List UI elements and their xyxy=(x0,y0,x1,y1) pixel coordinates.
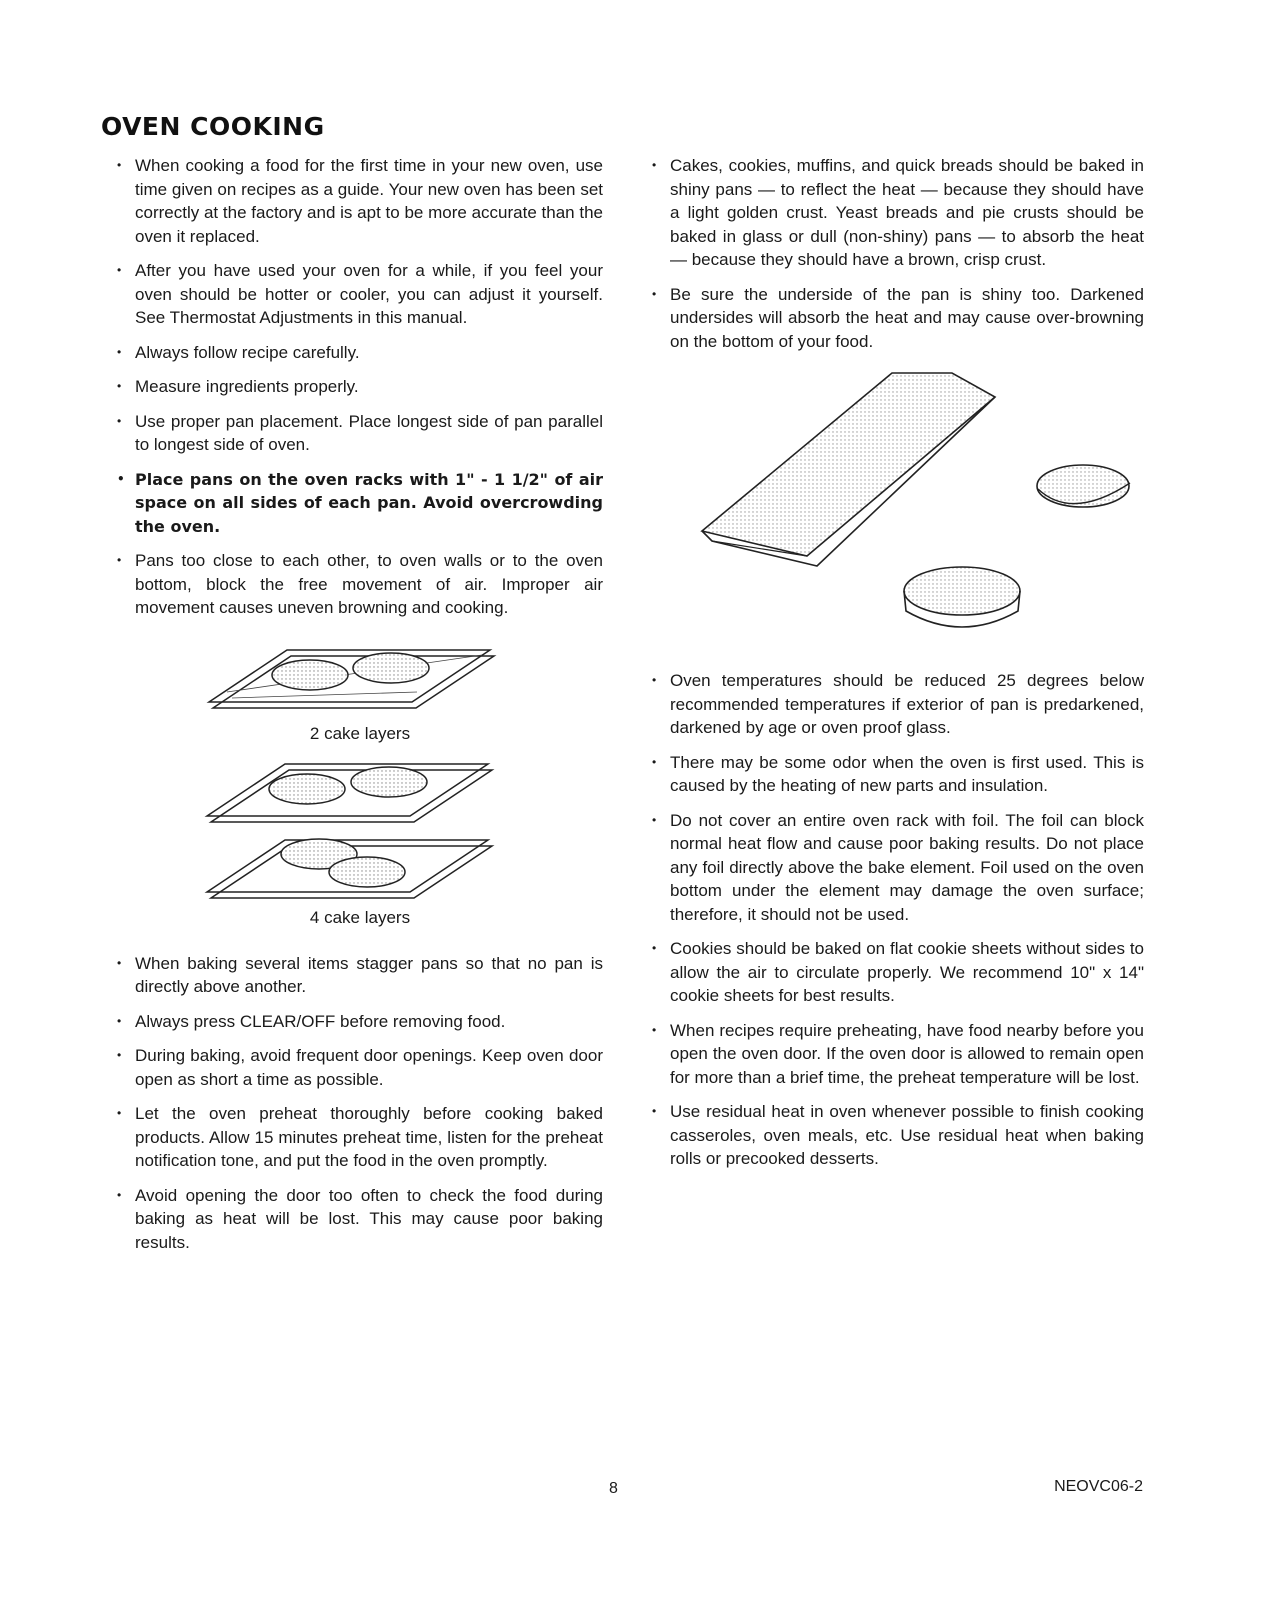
bullet-item: • When recipes require preheating, have food nearby before you open the oven door. If the oven door is allowed to remain open for more than a brief time, the preheat temperature will be lost. xyxy=(652,1019,1144,1090)
bullet-item: • Use proper pan placement. Place longest side of pan parallel to longest side of oven. xyxy=(117,410,603,457)
left-bullet-list-top xyxy=(117,154,603,620)
bullet-item: • Place pans on the oven racks with 1" - 1 1/2" of air space on all sides of each pan. Avoid overcrowding the oven. xyxy=(117,468,603,539)
bullet-item: • During baking, avoid frequent door openings. Keep oven door open as short a time as possible. xyxy=(117,1044,603,1091)
two-cake-layers-illustration xyxy=(117,642,603,724)
left-column xyxy=(117,154,603,1265)
left-bullet-list-bottom xyxy=(117,952,603,1255)
bullet-item: • Pans too close to each other, to oven walls or to the oven bottom, block the free movement of air. Improper air movement causes uneven browning and cooking. xyxy=(117,549,603,620)
bullet-item: • There may be some odor when the oven is first used. This is caused by the heating of new parts and insulation. xyxy=(652,751,1144,798)
right-bullet-list-bottom xyxy=(652,669,1144,1171)
document-code: NEOVC06-2 xyxy=(1054,1478,1143,1495)
pie-pan xyxy=(1037,465,1129,507)
bullet-item: • When cooking a food for the first time in your new oven, use time given on recipes as a guide. Your new oven has been set correctly at the factory and is apt to be more accurate than the oven it replaced. xyxy=(117,154,603,248)
cake-pan xyxy=(353,653,429,683)
four-cake-layers-illustration xyxy=(117,758,603,908)
page-number: 8 xyxy=(609,1480,618,1497)
bullet-item: • Let the oven preheat thoroughly before cooking baked products. Allow 15 minutes preheat time, listen for the preheat notification tone, and put the food in the oven promptly. xyxy=(117,1102,603,1173)
cake-pan xyxy=(329,857,405,887)
cake-pan xyxy=(272,660,348,690)
bullet-item: • Be sure the underside of the pan is shiny too. Darkened undersides will absorb the heat and may cause over-browning on the bottom of your food. xyxy=(652,283,1144,354)
bullet-item: • Oven temperatures should be reduced 25 degrees below recommended temperatures if exterior of pan is predarkened, darkened by age or oven proof glass. xyxy=(652,669,1144,740)
two-cake-layers-figure xyxy=(117,642,603,744)
cookie-sheet xyxy=(702,373,995,556)
pans-figure xyxy=(652,371,1144,639)
bullet-item: • Use residual heat in oven whenever possible to finish cooking casseroles, oven meals, etc. Use residual heat when baking rolls or precooked desserts. xyxy=(652,1100,1144,1171)
cake-pan xyxy=(269,774,345,804)
bullet-item: • Always press CLEAR/OFF before removing food. xyxy=(117,1010,603,1034)
bullet-item: • Cookies should be baked on flat cookie sheets without sides to allow the air to circulate properly. We recommend 10" x 14" cookie sheets for best results. xyxy=(652,937,1144,1008)
round-cake-pan xyxy=(904,567,1020,615)
bullet-item: • Cakes, cookies, muffins, and quick breads should be baked in shiny pans — to reflect the heat — because they should have a light golden crust. Yeast breads and pie crusts should be baked in glass or dull (non-shiny) pans — to absorb the heat — because they should have a brown, crisp crust. xyxy=(652,154,1144,272)
bullet-item: • Measure ingredients properly. xyxy=(117,375,603,399)
bullet-item: • Avoid opening the door too often to check the food during baking as heat will be lost. This may cause poor baking results. xyxy=(117,1184,603,1255)
four-cake-layers-figure xyxy=(117,758,603,928)
cake-pan xyxy=(351,767,427,797)
page-title: OVEN COOKING xyxy=(101,112,325,141)
right-bullet-list-top xyxy=(652,154,1144,353)
bullet-item: • Do not cover an entire oven rack with foil. The foil can block normal heat flow and cause poor baking results. Do not place any foil directly above the bake element. Foil used on the oven bottom under the element may damage the oven surface; therefore, it should not be used. xyxy=(652,809,1144,927)
right-column xyxy=(652,154,1144,1182)
two-cake-layers-caption: 2 cake layers xyxy=(309,723,411,743)
oven-rack xyxy=(207,764,488,816)
bullet-item: • Always follow recipe carefully. xyxy=(117,341,603,365)
four-cake-layers-caption: 4 cake layers xyxy=(309,907,411,927)
bullet-item: • After you have used your oven for a while, if you feel your oven should be hotter or cooler, you can adjust it yourself. See Thermostat Adjustments in this manual. xyxy=(117,259,603,330)
bullet-item: • When baking several items stagger pans so that no pan is directly above another. xyxy=(117,952,603,999)
cookie-sheet-and-pans-illustration xyxy=(652,371,1144,639)
